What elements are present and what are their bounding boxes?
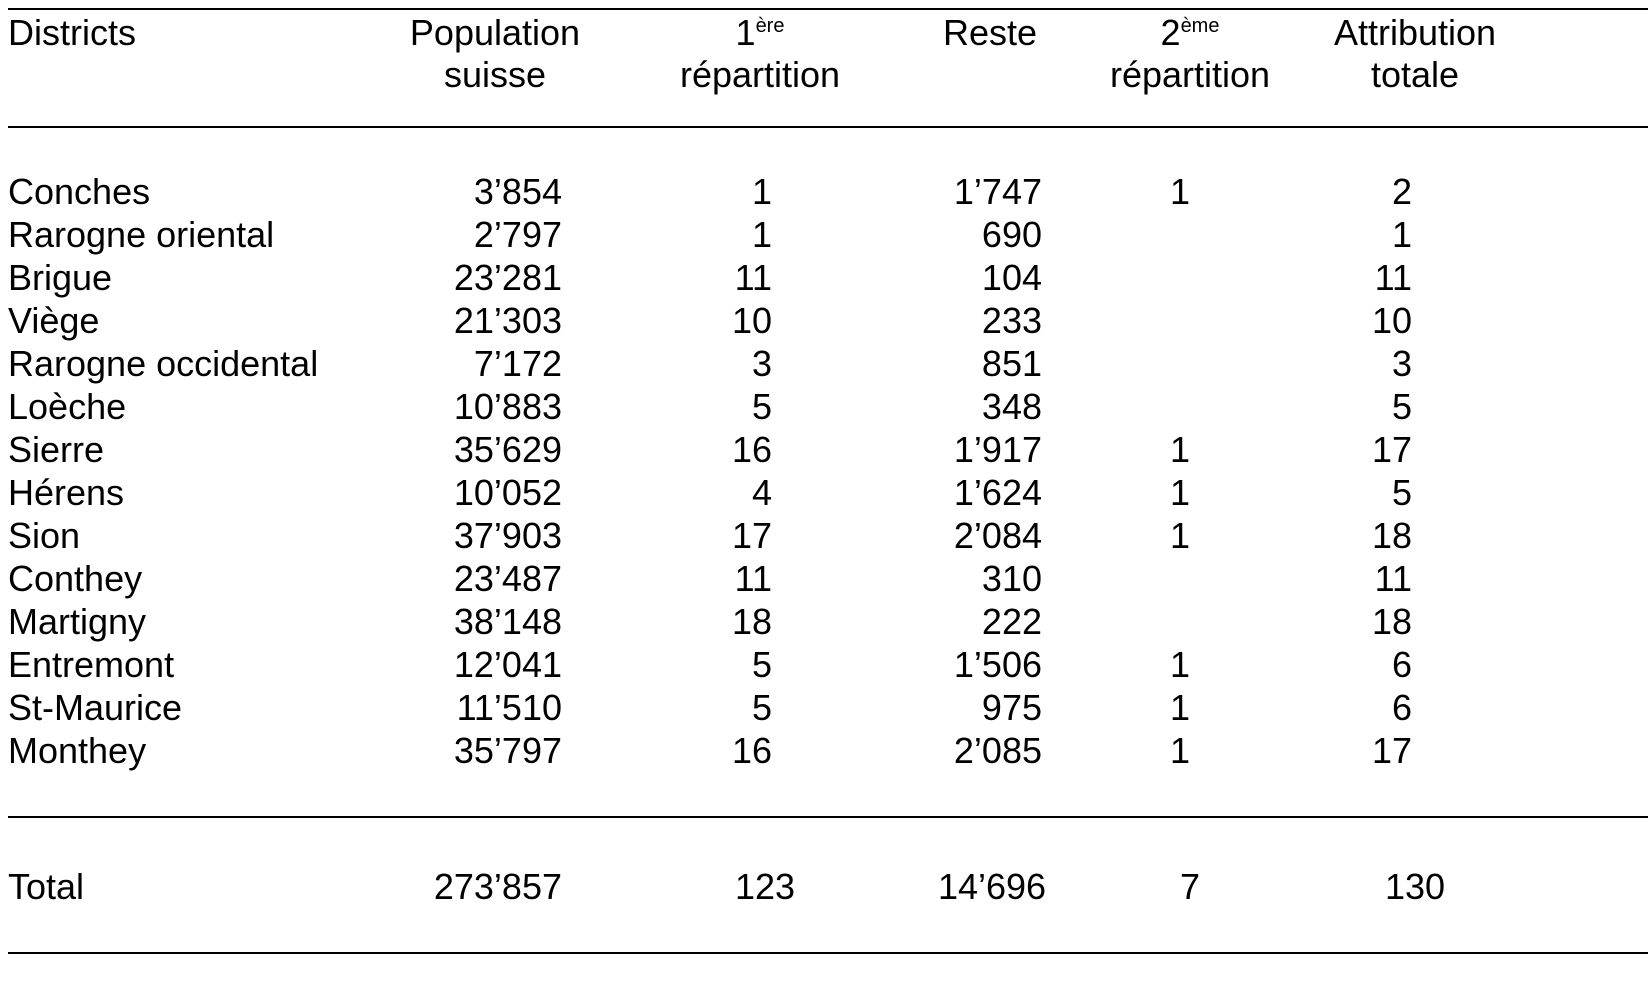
header-districts: Districts xyxy=(8,12,136,53)
cell-reste: 2’084 xyxy=(953,515,1042,556)
cell-population: 38’148 xyxy=(453,601,562,642)
header-attribution-line1: Attribution xyxy=(1333,12,1497,53)
cell-district: Conches xyxy=(8,171,151,212)
header-population xyxy=(400,12,590,96)
cell-reste: 2’085 xyxy=(953,730,1042,771)
header-first-line1 xyxy=(670,12,850,54)
cell-total: 11 xyxy=(1374,558,1412,599)
header-reste: Reste xyxy=(942,12,1038,53)
header-second-line2: répartition xyxy=(1109,54,1271,95)
cell-district: St-Maurice xyxy=(8,687,183,728)
cell-total: 18 xyxy=(1371,601,1412,642)
cell-first-repartition: 10 xyxy=(731,300,772,341)
cell-district: Sion xyxy=(8,515,81,556)
cell-reste: 1’624 xyxy=(953,472,1042,513)
cell-total: 17 xyxy=(1371,730,1412,771)
cell-district: Monthey xyxy=(8,730,147,771)
cell-first-repartition: 11 xyxy=(734,257,772,298)
header-attribution xyxy=(1320,12,1510,96)
cell-population: 7’172 xyxy=(473,343,562,384)
cell-total: 1 xyxy=(1391,214,1412,255)
header-population-line1: Population xyxy=(409,12,581,53)
header-second-line1 xyxy=(1100,12,1280,54)
cell-district: Loèche xyxy=(8,386,127,427)
cell-first-repartition: 16 xyxy=(731,429,772,470)
cell-population: 11’510 xyxy=(456,687,562,728)
cell-first-repartition: 3 xyxy=(751,343,772,384)
cell-reste: 1’506 xyxy=(953,644,1042,685)
cell-second-repartition: 1 xyxy=(1169,429,1190,470)
cell-population: 21’303 xyxy=(453,300,562,341)
cell-total: 5 xyxy=(1391,472,1412,513)
cell-district: Brigue xyxy=(8,257,113,298)
totals-second: 7 xyxy=(1179,866,1201,907)
cell-second-repartition: 1 xyxy=(1169,171,1190,212)
body-rule xyxy=(8,816,1648,818)
cell-reste: 690 xyxy=(981,214,1042,255)
cell-district: Viège xyxy=(8,300,100,341)
cell-first-repartition: 5 xyxy=(751,386,772,427)
cell-first-repartition: 1 xyxy=(751,214,772,255)
cell-reste: 233 xyxy=(981,300,1042,341)
header-second-num: 2 xyxy=(1160,12,1181,53)
cell-second-repartition: 1 xyxy=(1169,730,1190,771)
cell-first-repartition: 16 xyxy=(731,730,772,771)
cell-reste: 1’917 xyxy=(953,429,1042,470)
cell-population: 10’883 xyxy=(453,386,562,427)
cell-first-repartition: 11 xyxy=(734,558,772,599)
header-first-num: 1 xyxy=(735,12,756,53)
cell-second-repartition: 1 xyxy=(1169,687,1190,728)
cell-reste: 348 xyxy=(981,386,1042,427)
header-first-repartition xyxy=(670,12,850,96)
cell-population: 23’281 xyxy=(453,257,562,298)
header-attribution-line2: totale xyxy=(1370,54,1460,95)
cell-total: 11 xyxy=(1374,257,1412,298)
totals-label: Total xyxy=(8,866,85,907)
header-second-sup: ème xyxy=(1180,15,1220,37)
cell-first-repartition: 1 xyxy=(751,171,772,212)
totals-first: 123 xyxy=(734,866,796,907)
cell-first-repartition: 5 xyxy=(751,687,772,728)
cell-total: 3 xyxy=(1391,343,1412,384)
header-rule xyxy=(8,126,1648,128)
cell-first-repartition: 17 xyxy=(731,515,772,556)
cell-second-repartition: 1 xyxy=(1169,472,1190,513)
cell-population: 35’797 xyxy=(453,730,562,771)
cell-total: 17 xyxy=(1371,429,1412,470)
cell-district: Conthey xyxy=(8,558,143,599)
cell-district: Martigny xyxy=(8,601,147,642)
cell-district: Entremont xyxy=(8,644,175,685)
cell-reste: 975 xyxy=(981,687,1042,728)
cell-district: Rarogne oriental xyxy=(8,214,275,255)
totals-total: 130 xyxy=(1384,866,1446,907)
cell-population: 3’854 xyxy=(473,171,562,212)
cell-total: 6 xyxy=(1391,687,1412,728)
cell-first-repartition: 5 xyxy=(751,644,772,685)
cell-total: 2 xyxy=(1391,171,1412,212)
cell-population: 35’629 xyxy=(453,429,562,470)
header-second-repartition xyxy=(1100,12,1280,96)
cell-population: 12’041 xyxy=(453,644,562,685)
cell-second-repartition: 1 xyxy=(1169,515,1190,556)
cell-total: 5 xyxy=(1391,386,1412,427)
cell-second-repartition: 1 xyxy=(1169,644,1190,685)
cell-population: 37’903 xyxy=(453,515,562,556)
header-first-line2: répartition xyxy=(679,54,841,95)
cell-reste: 1’747 xyxy=(953,171,1042,212)
cell-district: Sierre xyxy=(8,429,105,470)
cell-total: 18 xyxy=(1371,515,1412,556)
cell-district: Rarogne occidental xyxy=(8,343,319,384)
top-rule xyxy=(8,8,1648,10)
cell-reste: 310 xyxy=(981,558,1042,599)
cell-total: 10 xyxy=(1371,300,1412,341)
cell-reste: 851 xyxy=(981,343,1042,384)
cell-total: 6 xyxy=(1391,644,1412,685)
bottom-rule xyxy=(8,952,1648,954)
totals-population: 273’857 xyxy=(433,866,562,907)
cell-reste: 104 xyxy=(981,257,1042,298)
cell-first-repartition: 18 xyxy=(731,601,772,642)
cell-first-repartition: 4 xyxy=(751,472,772,513)
totals-reste: 14’696 xyxy=(937,866,1047,907)
cell-district: Hérens xyxy=(8,472,125,513)
cell-reste: 222 xyxy=(981,601,1042,642)
cell-population: 10’052 xyxy=(453,472,562,513)
header-population-line2: suisse xyxy=(443,54,547,95)
cell-population: 23’487 xyxy=(453,558,562,599)
cell-population: 2’797 xyxy=(473,214,562,255)
header-first-sup: ère xyxy=(755,15,785,37)
